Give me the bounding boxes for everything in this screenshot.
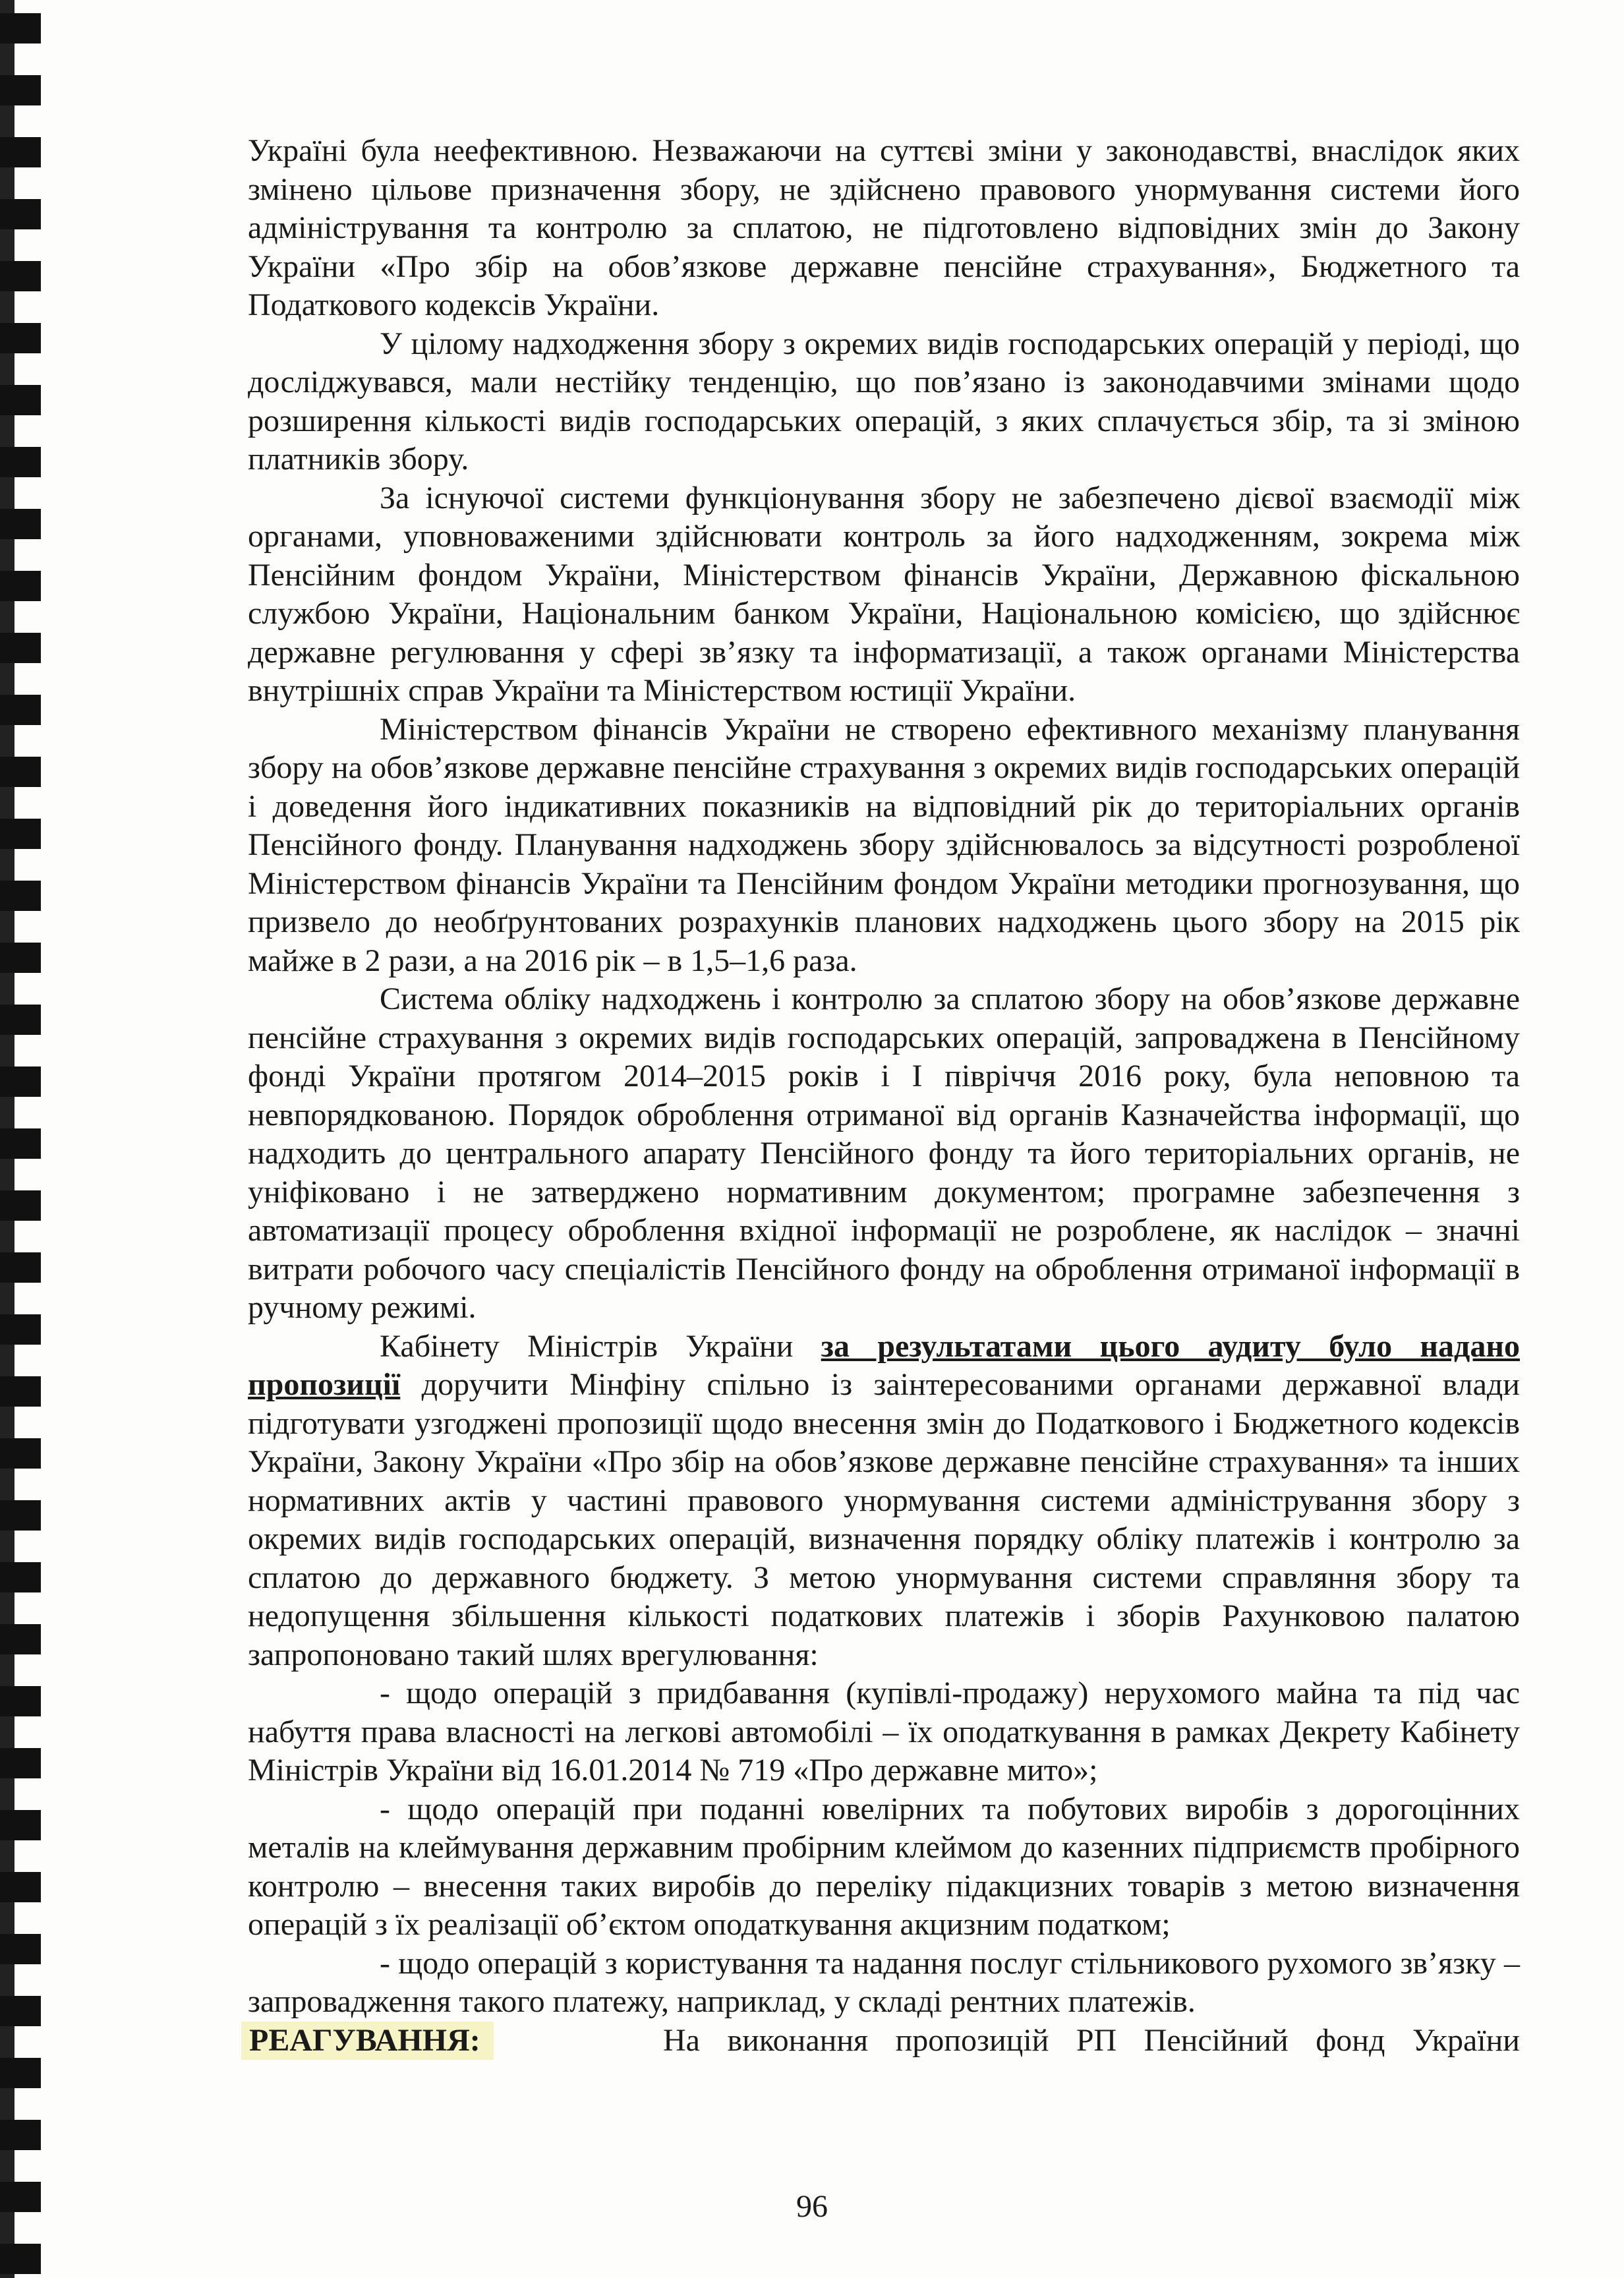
document-body bbox=[248, 132, 1520, 2060]
binding-hole bbox=[0, 1996, 41, 2026]
binding-hole bbox=[0, 1934, 41, 1964]
binding-hole bbox=[0, 323, 41, 353]
binding-hole bbox=[0, 2244, 41, 2274]
paragraph: Система обліку надходжень і контролю за сплатою збору на обов’язкове державне пенсійне страхування з окремих видів господарських операцій, запроваджена в Пенсійному фонді України протягом 2014–2015 років і І півріччя 2016 року, була неповною та невпорядкованою. Порядок оброблення отриманої від органів Казначейства інформації, що надходить до центрального апарату Пенсійного фонду та його територіальних органів, не уніфіковано і не затверджено нормативним документом; програмне забезпечення з автоматизації процесу оброблення вхідної інформації не розроблене, як наслідок – значні витрати робочого часу спеціалістів Пенсійного фонду на оброблення отриманої інформації в ручному режимі. bbox=[248, 981, 1520, 1325]
binding-hole bbox=[0, 385, 41, 415]
paragraph: Україні була неефективною. Незважаючи на суттєві зміни у законодавстві, внаслідок яких змінено цільове призначення збору, не здійснено правового унормування системи його адміністрування та контролю за сплатою, не підготовлено відповідних змін до Закону України «Про збір на обов’язкове державне пенсійне страхування», Бюджетного та Податкового кодексів України. bbox=[248, 133, 1520, 322]
page-number: 96 bbox=[796, 2189, 828, 2224]
binding-hole bbox=[0, 1005, 41, 1035]
binding-hole bbox=[0, 1438, 41, 1469]
binding-hole bbox=[0, 2120, 41, 2150]
binding-hole bbox=[0, 2058, 41, 2088]
binding-hole bbox=[0, 261, 41, 291]
proposal-body: доручити Мінфіну спільно із заінтересованими органами державної влади підготувати узгоджені пропозиції щодо внесення змін до Податкового і Бюджетного кодексів України, Закону України «Про збір на обов’язкове державне пенсійне страхування» та інших нормативних актів у частині правового унормування системи адміністрування збору з окремих видів господарських операцій, визначення порядку обліку платежів і контролю за сплатою до державного бюджету. З метою унормування системи справляння збору та недопущення збільшення кількості податкових платежів і зборів Рахунковою палатою запропоновано такий шлях врегулювання: bbox=[248, 1367, 1520, 1672]
binding-hole bbox=[0, 943, 41, 973]
reaction-label: РЕАГУВАННЯ: bbox=[241, 2022, 494, 2060]
bullet-item: - щодо операцій з придбавання (купівлі-продажу) нерухомого майна та під час набуття права власності на легкові автомобілі – їх оподаткування в рамках Декрету Кабінету Міністрів України від 16.01.2014 № 719 «Про державне мито»; bbox=[248, 1676, 1520, 1788]
bullet-item: - щодо операцій при поданні ювелірних та побутових виробів з дорогоцінних металів на клеймування державним пробірним клеймом до казенних підприємств пробірного контролю – внесення таких виробів до переліку підакцизних товарів з метою визначення операцій з їх реалізації об’єктом оподаткування акцизним податком; bbox=[248, 1791, 1520, 1942]
binding-hole bbox=[0, 1066, 41, 1097]
paragraph: Міністерством фінансів України не створено ефективного механізму планування збору на обов’язкове державне пенсійне страхування з окремих видів господарських операцій і доведення його індикативних показників на відповідний рік до територіальних органів Пенсійного фонду. Планування надходжень збору здійснювалось за відсутності розробленої Міністерством фінансів України та Пенсійним фондом України методики прогнозування, що призвело до необґрунтованих розрахунків планових надходжень цього збору на 2015 рік майже в 2 рази, а на 2016 рік – в 1,5–1,6 раза. bbox=[248, 711, 1520, 978]
binding-hole bbox=[0, 1500, 41, 1531]
bullet-item: - щодо операцій з користування та надання послуг стільникового рухомого зв’язку – запровадження такого платежу, наприклад, у складі рентних платежів. bbox=[248, 1945, 1520, 2019]
binding-hole bbox=[0, 819, 41, 849]
paragraph: За існуючої системи функціонування збору не забезпечено дієвої взаємодії між органами, уповноваженими здійснювати контроль за його надходженням, зокрема між Пенсійним фондом України, Міністерством фінансів України, Державною фіскальною службою України, Національним банком України, Національною комісією, що здійснює державне регулювання у сфері зв’язку та інформатизації, а також органами Міністерства внутрішніх справ України та Міністерством юстиції України. bbox=[248, 480, 1520, 708]
binding-hole bbox=[0, 1376, 41, 1407]
proposal-paragraph bbox=[248, 1328, 1520, 1675]
binding-hole bbox=[0, 1314, 41, 1345]
reaction-text: На виконання пропозицій РП Пенсійний фонд України bbox=[663, 2022, 1520, 2058]
binding-hole bbox=[0, 1190, 41, 1221]
binding-hole bbox=[0, 1748, 41, 1778]
binding-hole bbox=[0, 75, 41, 105]
binding-hole bbox=[0, 13, 41, 44]
binding-hole bbox=[0, 1686, 41, 1716]
binding-hole bbox=[0, 1872, 41, 1902]
binding-hole bbox=[0, 1810, 41, 1840]
binding-hole bbox=[0, 695, 41, 725]
binding-hole bbox=[0, 1252, 41, 1283]
binding-hole bbox=[0, 881, 41, 911]
binding-hole bbox=[0, 1128, 41, 1159]
binding-hole bbox=[0, 633, 41, 663]
proposal-emphasis: за результатами цього аудиту було надано пропозиції bbox=[248, 1328, 1520, 1402]
reaction-line bbox=[248, 2022, 1520, 2060]
binding-hole bbox=[0, 447, 41, 477]
binding-hole bbox=[0, 1624, 41, 1654]
binding-hole bbox=[0, 571, 41, 601]
binding-hole bbox=[0, 137, 41, 167]
binding-hole bbox=[0, 509, 41, 539]
binding-hole bbox=[0, 757, 41, 787]
proposal-lead: Кабінету Міністрів України bbox=[380, 1328, 821, 1364]
paragraph: У цілому надходження збору з окремих видів господарських операцій у періоді, що досліджувався, мали нестійку тенденцію, що пов’язано із законодавчими змінами щодо розширення кількості видів господарських операцій, з яких сплачується збір, та зі зміною платників збору. bbox=[248, 326, 1520, 477]
binding-hole bbox=[0, 1562, 41, 1592]
spiral-binding-holes bbox=[0, 0, 46, 2278]
binding-hole bbox=[0, 199, 41, 229]
